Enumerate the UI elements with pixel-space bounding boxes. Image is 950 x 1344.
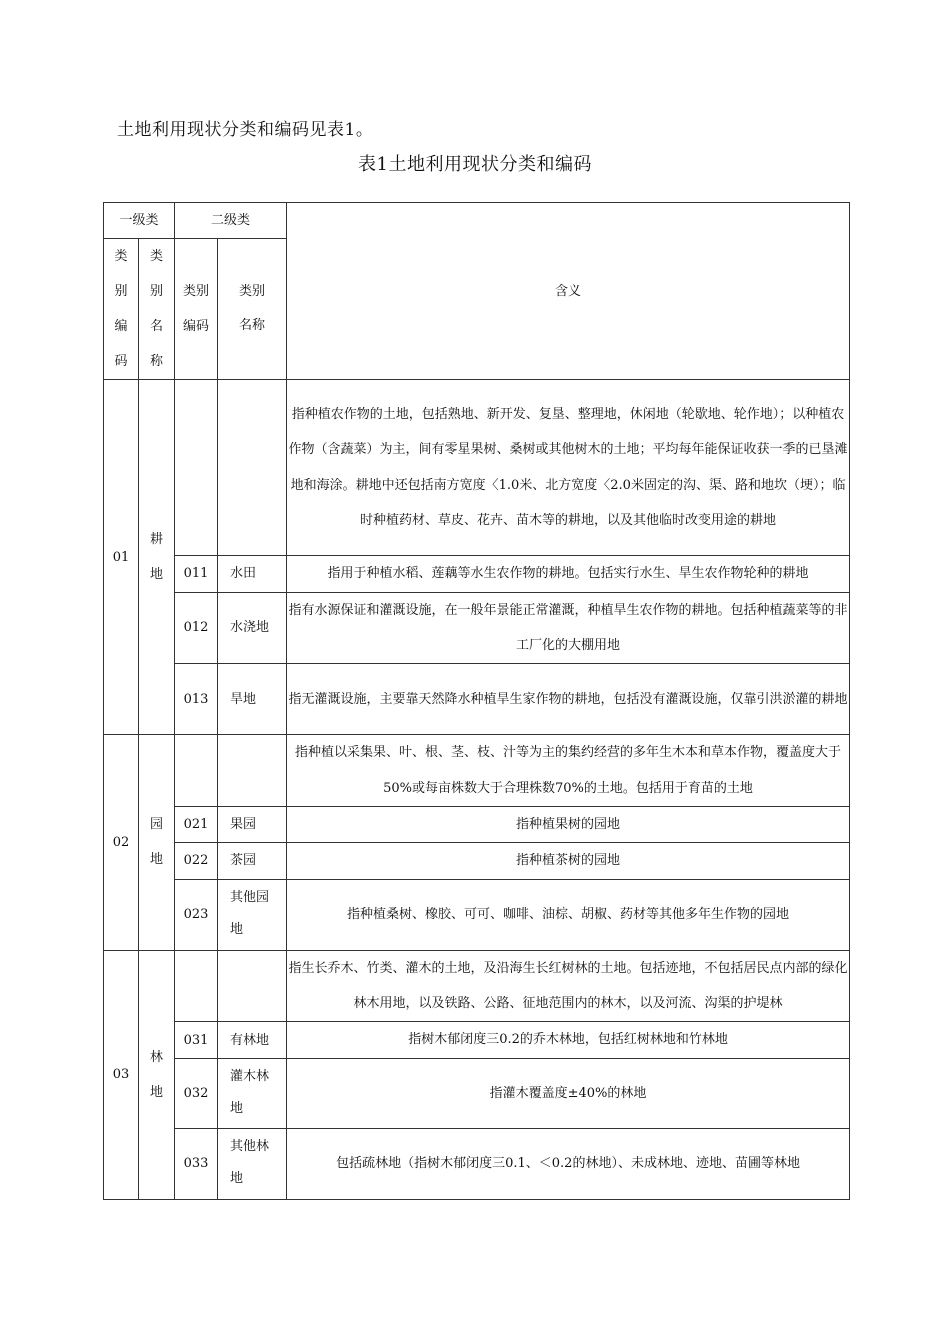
sub-code <box>175 950 218 1022</box>
group-code: 03 <box>104 950 139 1199</box>
sub-desc: 指用于种植水稻、莲藕等水生农作物的耕地。包括实行水生、旱生农作物轮种的耕地 <box>287 556 850 592</box>
group-desc: 指生长乔木、竹类、灌木的土地，及沿海生长红树林的土地。包括迹地，不包括居民点内部的绿化林木用地，以及铁路、公路、征地范围内的林木，以及河流、沟渠的护堤林 <box>287 950 850 1022</box>
sub-desc: 指灌木覆盖度±40%的林地 <box>287 1058 850 1128</box>
sub-desc: 指树木郁闭度三0.2的乔木林地，包括红树林地和竹林地 <box>287 1022 850 1058</box>
table-row <box>104 664 850 735</box>
meaning-header: 含义 <box>287 203 850 380</box>
table-row <box>104 879 850 950</box>
table-row <box>104 556 850 592</box>
table-row <box>104 843 850 879</box>
sub-desc: 指种植茶树的园地 <box>287 843 850 879</box>
table-row <box>104 950 850 1022</box>
sub-name: 其他园地 <box>218 879 287 950</box>
group-name: 林地 <box>139 950 175 1199</box>
group-desc: 指种植农作物的土地，包括熟地、新开发、复垦、整理地，休闲地（轮歇地、轮作地）；以种植农作物（含蔬菜）为主，间有零星果树、桑树或其他树木的土地；平均每年能保证收获一季的已垦滩地和海涂。耕地中还包括南方宽度〈1.0米、北方宽度〈2.0米固定的沟、渠、路和地坎（埂）；临时种植药材、草皮、花卉、苗木等的耕地，以及其他临时改变用途的耕地 <box>287 380 850 556</box>
sub-code: 021 <box>175 806 218 842</box>
sub-code: 013 <box>175 664 218 735</box>
sub-code: 033 <box>175 1128 218 1199</box>
table-row <box>104 735 850 807</box>
sub-code: 022 <box>175 843 218 879</box>
sub-name <box>218 950 287 1022</box>
header-row-1 <box>104 203 850 239</box>
group-name: 园地 <box>139 735 175 950</box>
sub-code <box>175 735 218 807</box>
sub-code: 031 <box>175 1022 218 1058</box>
table-row <box>104 592 850 664</box>
sub-code: 032 <box>175 1058 218 1128</box>
sub-name: 灌木林地 <box>218 1058 287 1128</box>
sub-name: 其他林地 <box>218 1128 287 1199</box>
sub-name <box>218 380 287 556</box>
group-desc: 指种植以采集果、叶、根、茎、枝、汁等为主的集约经营的多年生木本和草本作物，覆盖度大于50%或每亩株数大于合理株数70%的土地。包括用于育苗的土地 <box>287 735 850 807</box>
table-row <box>104 380 850 556</box>
sub-code: 023 <box>175 879 218 950</box>
sub-desc: 包括疏林地（指树木郁闭度三0.1、＜0.2的林地）、未成林地、迹地、苗圃等林地 <box>287 1128 850 1199</box>
l1-name-header: 类别名称 <box>139 239 175 380</box>
sub-name: 有林地 <box>218 1022 287 1058</box>
sub-name: 果园 <box>218 806 287 842</box>
group-name: 耕地 <box>139 380 175 735</box>
sub-code: 011 <box>175 556 218 592</box>
sub-name: 水浇地 <box>218 592 287 664</box>
sub-desc: 指种植桑树、橡胶、可可、咖啡、油棕、胡椒、药材等其他多年生作物的园地 <box>287 879 850 950</box>
land-use-table <box>103 202 850 1200</box>
table-row <box>104 1022 850 1058</box>
sub-desc: 指种植果树的园地 <box>287 806 850 842</box>
sub-name <box>218 735 287 807</box>
intro-text: 土地利用现状分类和编码见表1。 <box>117 120 374 140</box>
l2-name-header: 类别名称 <box>218 239 287 380</box>
table-row <box>104 806 850 842</box>
table-row <box>104 1058 850 1128</box>
group-code: 01 <box>104 380 139 735</box>
level2-header: 二级类 <box>175 203 287 239</box>
level1-header: 一级类 <box>104 203 175 239</box>
sub-code: 012 <box>175 592 218 664</box>
table-caption: 表1土地利用现状分类和编码 <box>358 154 592 175</box>
table-row <box>104 1128 850 1199</box>
l2-code-header: 类别编码 <box>175 239 218 380</box>
sub-name: 茶园 <box>218 843 287 879</box>
sub-desc: 指无灌溉设施，主要靠天然降水种植旱生家作物的耕地，包括没有灌溉设施，仅靠引洪淤灌的耕地 <box>287 664 850 735</box>
sub-name: 水田 <box>218 556 287 592</box>
group-code: 02 <box>104 735 139 950</box>
sub-code <box>175 380 218 556</box>
l1-code-header: 类别编码 <box>104 239 139 380</box>
sub-desc: 指有水源保证和灌溉设施，在一般年景能正常灌溉，种植旱生农作物的耕地。包括种植蔬菜等的非工厂化的大棚用地 <box>287 592 850 664</box>
sub-name: 旱地 <box>218 664 287 735</box>
